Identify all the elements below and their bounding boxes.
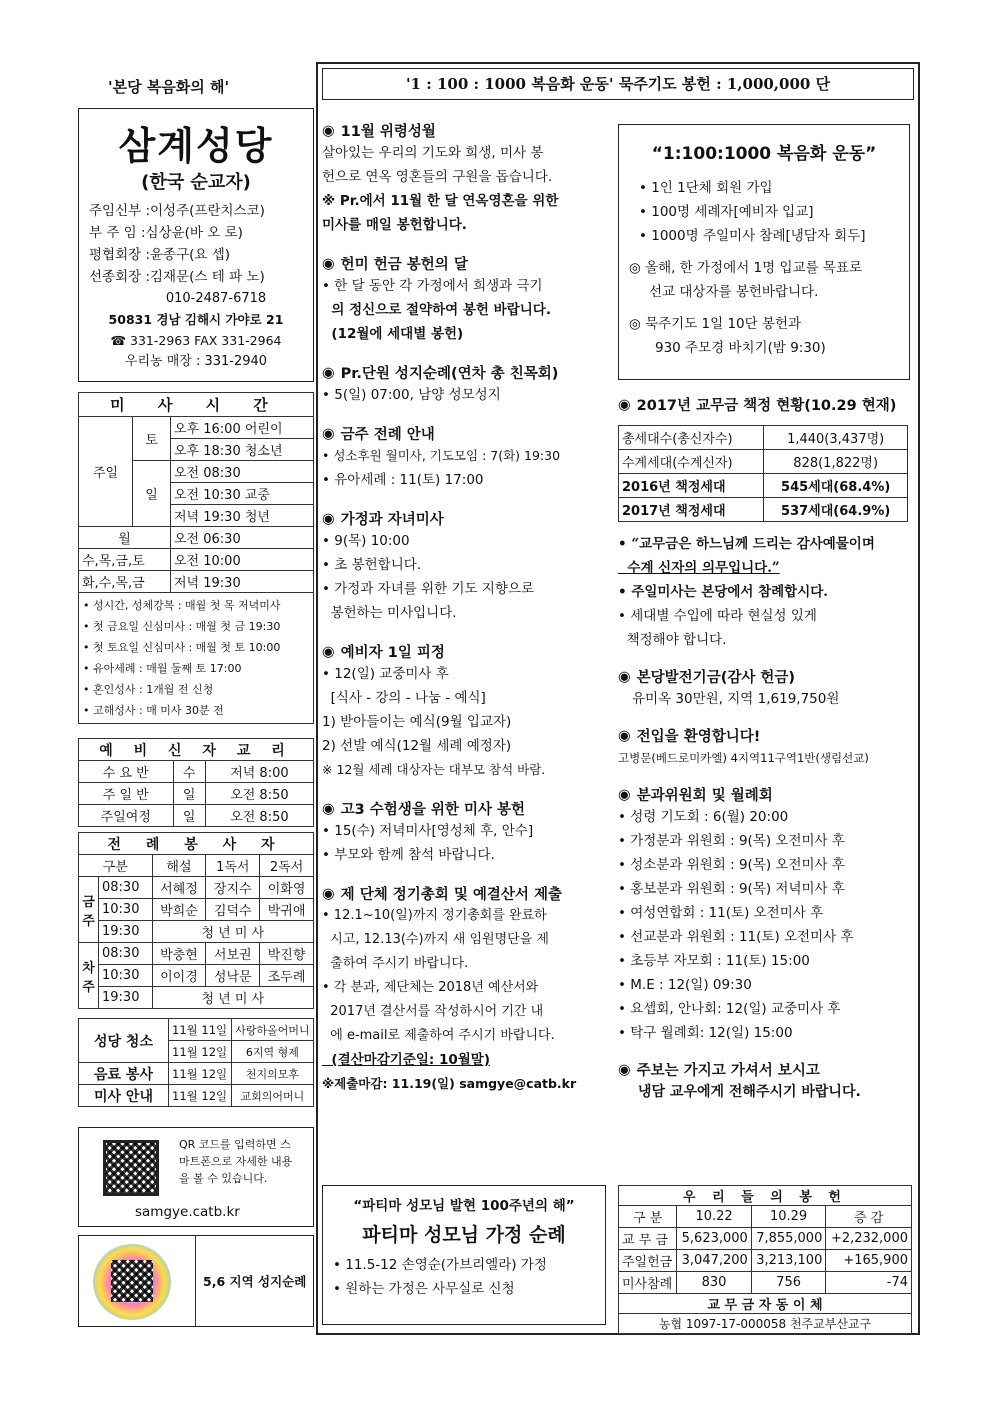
section-title: ◉ 주보는 가지고 가셔서 보시고 <box>618 1061 820 1079</box>
qr-url[interactable]: samgye.catb.kr <box>135 1204 240 1220</box>
mass-note: • 성시간, 성체강복 : 매월 첫 목 저녁미사 <box>83 599 281 612</box>
qr-code-icon[interactable] <box>103 1140 159 1196</box>
parish-info-box <box>78 108 314 382</box>
mass-note: • 혼인성사 : 1개월 전 신청 <box>83 683 214 696</box>
section-title: ◉ 가정과 자녀미사 <box>322 510 444 528</box>
fatima-item: • 원하는 가정은 사무실로 신청 <box>333 1281 515 1297</box>
movement-title: “1:100:1000 복음화 운동” <box>651 144 877 164</box>
bullseye-icon: ◉ <box>618 668 631 685</box>
section-title: ◉ 고3 수험생을 위한 미사 봉헌 <box>322 800 526 818</box>
phone: 010-2487-6718 <box>165 291 267 306</box>
staff-row: 주임신부 :이성주(프란치스코) <box>89 203 265 219</box>
staff-row: 부 주 임 :심상윤(바 오 로) <box>89 225 243 241</box>
mass-note: • 고해성사 : 매 미사 30분 전 <box>83 704 224 717</box>
bullseye-icon: ◉ <box>322 510 335 527</box>
bullseye-icon: ◉ <box>322 364 335 381</box>
banner: '1 : 100 : 1000 복음화 운동' 묵주기도 봉헌 : 1,000,000 단 <box>322 68 914 100</box>
section-title: ◉ 헌미 헌금 봉헌의 달 <box>322 255 468 273</box>
section-title: ◉ Pr.단원 성지순례(연차 총 친목회) <box>322 364 559 382</box>
shop: 우리농 매장 : 331-2940 <box>124 354 268 369</box>
duty-table: 성당 청소 11월 11일 사랑하올어머니 11월 12일 6지역 형제 음료 봉사 11월 12일 천지의모후 미사 안내 11월 12일 교회의어머니 <box>78 1018 314 1107</box>
offering-table: 우 리 들 의 봉 헌 구 분 10.22 10.29 증 감 교 무 금 5,623,000 7,855,000 +2,232,000 주일헌금 3,047,200 3,213,100 +165,900 미사참례 830 756 -74 교 무 금 자 동 이 체 농협 1097-17-000058 천주교부산교구 <box>618 1185 912 1334</box>
section-title: ◉ 예비자 1일 피정 <box>322 643 445 661</box>
bullseye-icon: ◉ <box>322 643 335 660</box>
mass-table: 미 사 시 간 주일 토 오후 16:00 어린이 오후 18:30 청소년 일 오전 08:30 오전 10:30 교중 저녁 19:30 청년 월 오전 06:30 수,목,금,토 오전 10:00 화,수,목,금 저녁 19:30 • 성시간, 성체강복 : 매월 첫 목 저녁미사 • 첫 금요일 신심미사 : 매월 첫 금 19:30 • 첫 토요일 신심미사 : 매월 첫 토 10:00 • 유아세례 : 매월 둘째 토 17:00 • 혼인성사 : 1개월 전 신청 • 고해성사 : 매 미사 30분 전 <box>78 392 314 724</box>
section-title: ◉ 분과위원회 및 월례회 <box>618 786 773 804</box>
bullseye-icon: ◉ <box>618 1061 631 1078</box>
section-title: ◉ 제 단체 정기총회 및 예결산서 제출 <box>322 885 562 903</box>
bullseye-icon: ◉ <box>618 396 631 413</box>
telephone: ☎ 331-2963 FAX 331-2964 <box>110 333 282 348</box>
fatima-title: 파티마 성모님 가정 순례 <box>362 1224 566 1246</box>
liturgy-table: 전 례 봉 사 자 구분 해설 1독서 2독서 금 주 08:30 서혜정 장지수 이화영 10:30 박희순 김덕수 박귀애 19:30 청 년 미 사 차 주 08:30 박충현 서보권 박진향 10:30 이이경 성낙문 조두례 19:30 청 년 미 사 <box>78 832 314 1009</box>
mass-note: • 첫 금요일 신심미사 : 매월 첫 금 19:30 <box>83 620 281 633</box>
fatima-year: “파티마 성모님 발현 100주년의 해” <box>353 1198 575 1214</box>
parish-name: 삼계성당 <box>118 124 274 168</box>
movement-box: “1:100:1000 복음화 운동” • 1인 1단체 회원 가입 • 100명 세례자[예비자 입교] • 1000명 주일미사 참례[냉담자 회두] ◎ 올해, 한 가정에서 1명 입교를 목표로 선교 대상자를 봉헌바랍니다. ◎ 묵주기도 1일 10단 봉헌과 930 주모경 바치기(밤 9:30) <box>618 124 910 380</box>
section-title: ◉ 11월 위령성월 <box>322 122 436 140</box>
bullseye-icon: ◉ <box>322 425 335 442</box>
staff-row: 평협회장 :윤종구(요 셉) <box>89 247 231 263</box>
mass-note: • 첫 토요일 신심미사 : 매월 첫 토 10:00 <box>83 641 281 654</box>
bullseye-icon: ◉ <box>322 885 335 902</box>
staff-row: 선종회장 :김재문(스 테 파 노) <box>89 269 265 285</box>
mass-note: • 유아세례 : 매월 둘째 토 17:00 <box>83 662 242 675</box>
pilgrimage-label: 5,6 지역 성지순례 <box>203 1274 307 1289</box>
bullseye-icon: ◉ <box>322 255 335 272</box>
section-title: ◉ 본당발전기금(감사 헌금) <box>618 668 796 686</box>
column-center: ◉ 11월 위령성월 살아있는 우리의 기도와 희생, 미사 봉 헌으로 연옥 영혼들의 구원을 돕습니다. ※ Pr.에서 11월 한 달 연옥영혼을 위한 미사를 매일 봉헌합니다. ◉ 헌미 헌금 봉헌의 달 • 한 달 동안 각 가정에서 희생과 극기 의 정신으로 절약하여 봉헌 바랍니다. (12월에 세대별 봉헌) ◉ Pr.단원 성지순례(연차 총 친목회) • 5(일) 07:00, 남양 성모성지 ◉ 금주 전례 안내 • 성소후원 월미사, 기도모임 : 7(화) 19:30 • 유아세례 : 11(토) 17:00 ◉ 가정과 자녀미사 • 9(목) 10:00 • 초 봉헌합니다. • 가정과 자녀를 위한 기도 지향으로 봉헌하는 미사입니다. ◉ 예비자 1일 피정 • 12(일) 교중미사 후 [식사 - 강의 - 나눔 - 예식] 1) 받아들이는 예식(9월 입교자) 2) 선발 예식(12월 세례 예정자) ※ 12월 세례 대상자는 대부모 참석 바람. ◉ 고3 수험생을 위한 미사 봉헌 • 15(수) 저녁미사[영성체 후, 안수] • 부모와 함께 참석 바랍니다. ◉ 제 단체 정기총회 및 예결산서 제출 • 12.1~10(일)까지 정기총회를 완료하 시고, 12.13(수)까지 새 임원명단을 제 출하여 주시기 바랍니다. • 각 분과, 제단체는 2018년 예산서와 2017년 결산서를 작성하시어 기간 내 에 e-mail로 제출하여 주시기 바랍니다. (결산마감기준일: 10월말) ※제출마감: 11.19(일) samgye@catb.kr <box>322 110 612 1096</box>
bullseye-icon: ◉ <box>618 727 631 744</box>
section-title: ◉ 2017년 교무금 책정 현황(10.29 현재) <box>618 396 897 414</box>
fatima-box <box>322 1185 606 1325</box>
catechumen-table: 예 비 신 자 교 리 수 요 반 수 저녁 8:00 주 일 반 일 오전 8:50 주일여정 일 오전 8:50 <box>78 738 314 827</box>
colorful-qr-icon[interactable] <box>93 1244 171 1320</box>
mass-title: 미 사 시 간 <box>79 393 314 417</box>
bullseye-icon: ◉ <box>322 122 335 139</box>
fatima-item: • 11.5-12 손영순(가브리엘라) 가정 <box>333 1257 547 1273</box>
top-tag: '본당 복음화의 해' <box>108 78 230 96</box>
parish-subtitle: (한국 순교자) <box>141 172 251 193</box>
column-right: ◉ 2017년 교무금 책정 현황(10.29 현재) 총세대수(총신자수) 1,440(3,437명) 수계세대(수계신자) 828(1,822명) 2016년 책정세대 545세대(68.4%) 2017년 책정세대 537세대(64.9%) • “교무금은 하느님께 드리는 감사예물이며 수계 신자의 의무입니다.” • 주일미사는 본당에서 참례합시다. • 세대별 수입에 따라 현실성 있게 책정해야 합니다. ◉ 본당발전기금(감사 헌금) 유미옥 30만원, 지역 1,619,750원 ◉ 전입을 환영합니다! 고병문(베드로미카엘) 4지역11구역1반(생림선교) ◉ 분과위원회 및 월례회 • 성령 기도회 : 6(월) 20:00 • 가정분과 위원회 : 9(목) 오전미사 후 • 성소분과 위원회 : 9(목) 오전미사 후 • 홍보분과 위원회 : 9(목) 저녁미사 후 • 여성연합회 : 11(토) 오전미사 후 • 선교분과 위원회 : 11(토) 오전미사 후 • 초등부 자모회 : 11(토) 15:00 • M.E : 12(일) 09:30 • 요셉회, 안나회: 12(일) 교중미사 후 • 탁구 월례회: 12(일) 15:00 ◉ 주보는 가지고 가셔서 보시고 냉담 교우에게 전해주시기 바랍니다. <box>618 394 914 1104</box>
pilgrimage-box <box>78 1235 314 1327</box>
qr-box <box>78 1127 314 1227</box>
bullseye-icon: ◉ <box>322 800 335 817</box>
dues-table: 총세대수(총신자수) 1,440(3,437명) 수계세대(수계신자) 828(1,822명) 2016년 책정세대 545세대(68.4%) 2017년 책정세대 537세대(64.9%) <box>618 425 908 522</box>
section-title: ◉ 금주 전례 안내 <box>322 425 435 443</box>
bullseye-icon: ◉ <box>618 786 631 803</box>
section-title: ◉ 전입을 환영합니다! <box>618 727 761 745</box>
address: 50831 경남 김해시 가야로 21 <box>108 312 284 327</box>
qr-text: QR 코드를 입력하면 스마트폰으로 자세한 내용을 볼 수 있습니다. <box>179 1138 293 1185</box>
